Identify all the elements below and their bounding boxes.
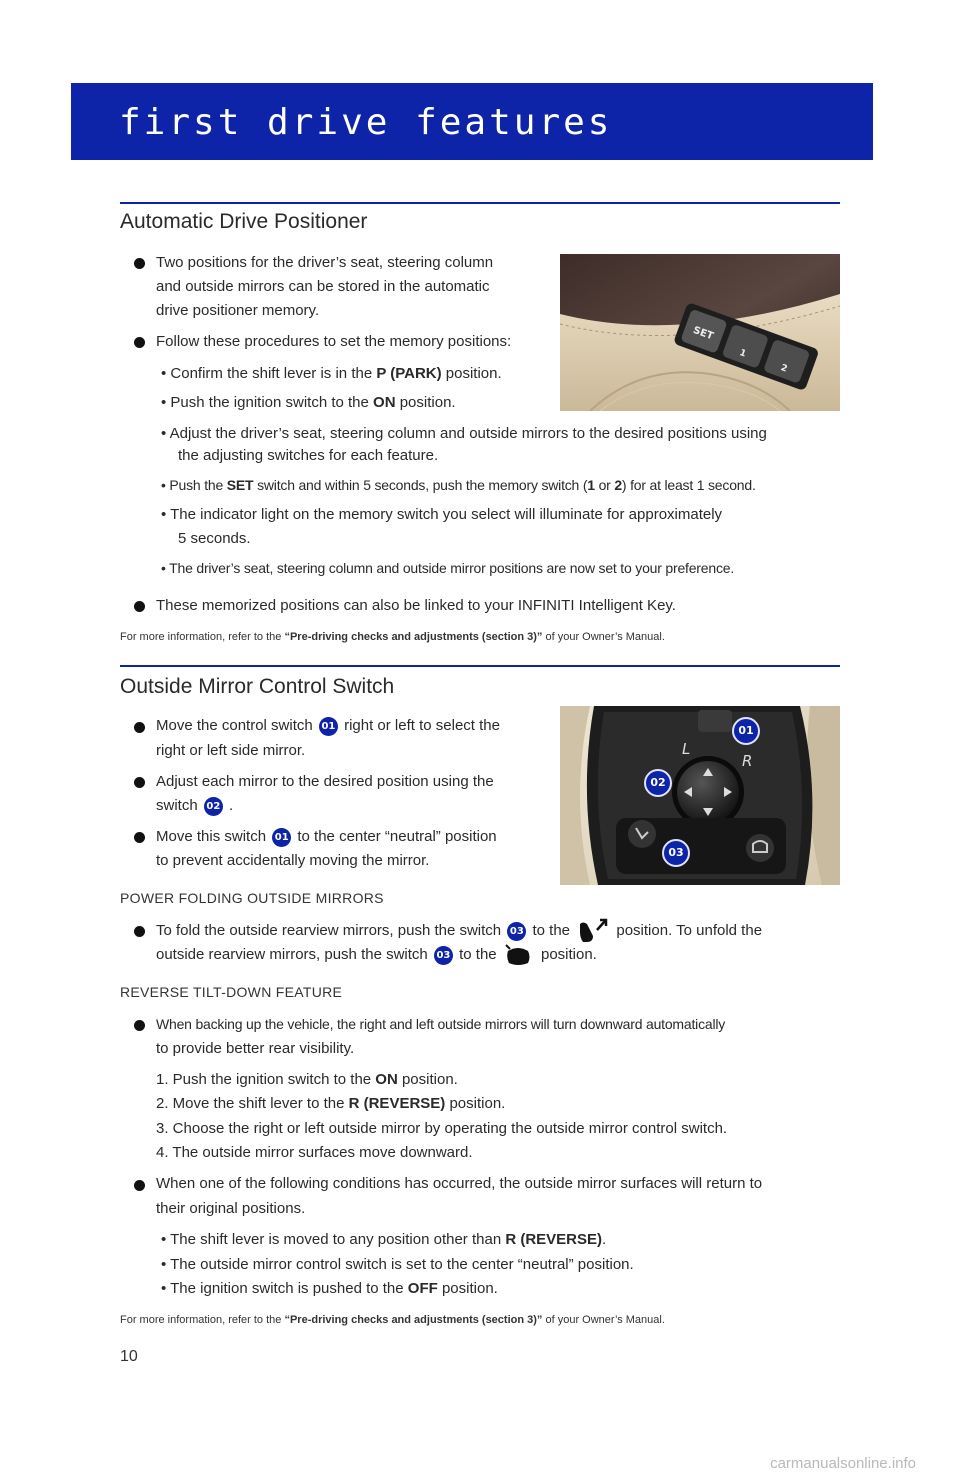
bullet-text: Move the control switch 01 right or left to select the [156, 717, 500, 734]
numbered-step: 4. The outside mirror surfaces move downward. [156, 1144, 473, 1161]
right-mirror-label: R [742, 752, 753, 770]
memory-key-2-label: 2 [779, 363, 789, 375]
header-banner [71, 83, 873, 160]
bullet-icon [134, 832, 145, 843]
bullet-text: their original positions. [156, 1200, 306, 1217]
switch-03-callout: 03 [662, 839, 690, 867]
bullet-text: Two positions for the driver’s seat, steering column [156, 254, 494, 271]
numbered-step: 2. Move the shift lever to the R (REVERSE) position. [156, 1095, 506, 1112]
bullet-text: Adjust each mirror to the desired position using the [156, 773, 494, 790]
bullet-icon [134, 722, 145, 733]
bullet-text: switch 02 . [156, 797, 234, 814]
memory-key-1-label: 1 [737, 348, 748, 360]
step-item: • Confirm the shift lever is in the P (PARK) position. [161, 365, 502, 382]
bullet-icon [134, 601, 145, 612]
reference-note: For more information, refer to the “Pre-driving checks and adjustments (section 3)” of your Owner’s Manual. [120, 631, 665, 643]
bullet-text: When one of the following conditions has occurred, the outside mirror surfaces will return to [156, 1175, 763, 1192]
bullet-text: These memorized positions can also be linked to your INFINITI Intelligent Key. [156, 597, 676, 614]
step-item: • Push the SET switch and within 5 seconds, push the memory switch (1 or 2) for at least 1 second. [161, 477, 756, 493]
bullet-text: drive positioner memory. [156, 302, 320, 319]
bullet-text: To fold the outside rearview mirrors, push the switch 03 to the position. To unfold the [156, 918, 762, 944]
bullet-text: outside rearview mirrors, push the switch 03 to the position. [156, 943, 597, 967]
fold-mirror-icon [577, 918, 609, 944]
switch-03-badge: 03 [507, 922, 526, 941]
subsection-title-power-folding: POWER FOLDING OUTSIDE MIRRORS [120, 890, 384, 906]
set-key-label: SET [691, 324, 715, 343]
bullet-icon [134, 1180, 145, 1191]
switch-02-badge: 02 [204, 797, 223, 816]
section-title-drive-positioner: Automatic Drive Positioner [120, 210, 368, 233]
numbered-step: 3. Choose the right or left outside mirror by operating the outside mirror control switch. [156, 1120, 728, 1137]
page-title: first drive features [119, 102, 613, 143]
bullet-icon [134, 337, 145, 348]
left-mirror-label: L [682, 740, 691, 758]
switch-02-callout: 02 [644, 769, 672, 797]
condition-item: • The outside mirror control switch is set to the center “neutral” position. [161, 1256, 634, 1273]
reference-note: For more information, refer to the “Pre-driving checks and adjustments (section 3)” of your Owner’s Manual. [120, 1314, 665, 1326]
step-item: • The indicator light on the memory switch you select will illuminate for approximately [161, 506, 723, 523]
watermark: carmanualsonline.info [770, 1455, 916, 1472]
section-divider [120, 202, 840, 204]
bullet-icon [134, 258, 145, 269]
bullet-icon [134, 926, 145, 937]
memory-switch-photo [560, 254, 840, 411]
section-divider [120, 665, 840, 667]
step-item-cont: the adjusting switches for each feature. [178, 447, 439, 464]
section-title-mirror-switch: Outside Mirror Control Switch [120, 675, 395, 698]
bullet-text: right or left side mirror. [156, 742, 306, 759]
numbered-step: 1. Push the ignition switch to the ON position. [156, 1071, 458, 1088]
bullet-text: to prevent accidentally moving the mirror. [156, 852, 430, 869]
bullet-text: and outside mirrors can be stored in the automatic [156, 278, 490, 295]
bullet-icon [134, 777, 145, 788]
condition-item: • The shift lever is moved to any position other than R (REVERSE). [161, 1231, 607, 1248]
switch-03-badge: 03 [434, 946, 453, 965]
step-item-cont: 5 seconds. [178, 530, 251, 547]
step-item: • The driver’s seat, steering column and outside mirror positions are now set to your preference. [161, 560, 735, 576]
switch-01-badge: 01 [272, 828, 291, 847]
switch-01-badge: 01 [319, 717, 338, 736]
bullet-text: to provide better rear visibility. [156, 1040, 355, 1057]
switch-01-callout: 01 [732, 717, 760, 745]
mirror-switch-photo [560, 706, 840, 885]
step-item: • Adjust the driver’s seat, steering column and outside mirrors to the desired positions using [161, 425, 767, 442]
bullet-text: When backing up the vehicle, the right and left outside mirrors will turn downward automatically [156, 1016, 726, 1032]
bullet-text: Follow these procedures to set the memory positions: [156, 333, 512, 350]
subsection-title-reverse-tilt: REVERSE TILT-DOWN FEATURE [120, 984, 343, 1000]
condition-item: • The ignition switch is pushed to the OFF position. [161, 1280, 498, 1297]
step-item: • Push the ignition switch to the ON position. [161, 394, 456, 411]
unfold-mirror-icon [504, 943, 534, 967]
page-number: 10 [120, 1348, 138, 1365]
bullet-icon [134, 1020, 145, 1031]
bullet-text: Move this switch 01 to the center “neutral” position [156, 828, 497, 845]
